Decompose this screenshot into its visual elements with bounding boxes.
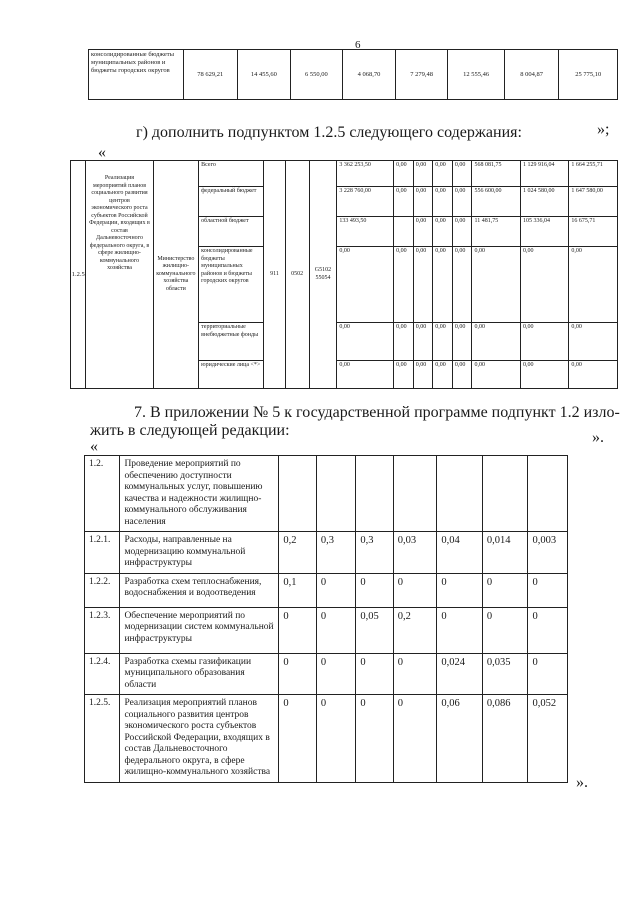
value-cell: 0,086	[482, 695, 528, 783]
value-cell: 0,00	[520, 323, 568, 361]
value-cell: 0	[356, 653, 393, 695]
paragraph-g: г) дополнить подпунктом 1.2.5 следующего содержания:	[136, 124, 522, 141]
top-table-cell: 4 068,70	[343, 50, 396, 100]
value-cell: 0,00	[413, 247, 433, 323]
value-cell: 0	[356, 573, 393, 607]
value-cell: 0,035	[482, 653, 528, 695]
value-cell: 0,00	[452, 217, 472, 247]
value-cell: 0,00	[433, 323, 453, 361]
row-label: областной бюджет	[199, 217, 264, 247]
indicators-table	[84, 455, 568, 783]
value-cell	[393, 456, 437, 532]
value-cell: 0,00	[520, 361, 568, 389]
row-label: Всего	[199, 161, 264, 187]
value-cell: 0,00	[433, 361, 453, 389]
top-table-cell: 7 279,48	[395, 50, 448, 100]
value-cell: 0,00	[394, 361, 414, 389]
closing-quote: ».	[576, 774, 588, 791]
row-text: Разработка схем теплоснабжения, водоснабжения и водоотведения	[120, 573, 279, 607]
value-cell: 0	[316, 653, 355, 695]
top-table-cell: 6 550,00	[290, 50, 343, 100]
row-label: территориальные внебюджетные фонды	[199, 323, 264, 361]
row-number: 1.2.5.	[85, 695, 120, 783]
value-cell: 0,00	[413, 323, 433, 361]
value-cell: 0,00	[472, 247, 520, 323]
value-cell: 0,00	[433, 161, 453, 187]
value-cell: 105 336,04	[520, 217, 568, 247]
closing-quote: »;	[597, 121, 610, 138]
value-cell: 0,00	[337, 323, 394, 361]
value-cell: 0,00	[433, 217, 453, 247]
value-cell: 0,00	[413, 217, 433, 247]
code-cell: 0502	[285, 161, 309, 389]
value-cell: 0	[482, 573, 528, 607]
value-cell: 0,05	[356, 607, 393, 653]
value-cell: 0	[482, 607, 528, 653]
value-cell: 0,00	[452, 323, 472, 361]
code-cell: G5102 55054	[309, 161, 337, 389]
value-cell: 0,024	[437, 653, 483, 695]
row-text: Разработка схемы газификации муниципального образования области	[120, 653, 279, 695]
closing-quote: ».	[592, 429, 604, 446]
row-number: 1.2.	[85, 456, 120, 532]
value-cell: 16 675,71	[569, 217, 618, 247]
value-cell: 0	[316, 573, 355, 607]
value-cell: 0,00	[433, 247, 453, 323]
value-cell: 133 493,50	[337, 217, 394, 247]
value-cell: 1 129 916,04	[520, 161, 568, 187]
row-label: юридические лица <*>	[199, 361, 264, 389]
value-cell: 0	[393, 695, 437, 783]
value-cell: 11 481,75	[472, 217, 520, 247]
paragraph-7-line-1: 7. В приложении № 5 к государственной программе подпункт 1.2 изло-	[134, 404, 620, 421]
row-number: 1.2.3.	[85, 607, 120, 653]
top-table-label: консолидированные бюджеты муниципальных районов и бюджеты городских округов	[89, 50, 184, 100]
top-table-cell: 8 004,87	[504, 50, 559, 100]
value-cell: 0	[528, 573, 568, 607]
row-text: Реализация мероприятий планов социального развития центров экономического роста субъектов Российской Федерации, входящих в состав Дальневосточного федерального округа, в сфере жилищно-коммунального хозяйства	[120, 695, 279, 783]
top-table-cell: 12 555,46	[448, 50, 505, 100]
top-table	[88, 49, 618, 100]
value-cell: 0,2	[279, 532, 316, 574]
value-cell: 0,00	[394, 247, 414, 323]
value-cell: 556 600,00	[472, 187, 520, 217]
value-cell: 0	[528, 607, 568, 653]
value-cell: 0,00	[452, 161, 472, 187]
value-cell: 0,00	[569, 247, 618, 323]
value-cell: 568 081,75	[472, 161, 520, 187]
value-cell: 0,00	[472, 361, 520, 389]
value-cell: 0	[356, 695, 393, 783]
value-cell: 0	[393, 573, 437, 607]
value-cell: 0,014	[482, 532, 528, 574]
value-cell: 0	[437, 607, 483, 653]
page-number: 6	[355, 39, 361, 51]
value-cell: 0,00	[337, 361, 394, 389]
row-label: федеральный бюджет	[199, 187, 264, 217]
row-label: консолидированные бюджеты муниципальных районов и бюджеты городских округов	[199, 247, 264, 323]
top-table-cell: 78 629,21	[183, 50, 238, 100]
paragraph-7-line-2: жить в следующей редакции:	[90, 422, 290, 439]
item-title: Реализация мероприятий планов социального развития центров экономического роста субъектов Российской Федерации, входящих в состав Дальневосточного федерального округа, в сфере жилищно-коммунального хозяйства	[86, 161, 153, 389]
top-table-cell: 14 455,60	[238, 50, 291, 100]
value-cell: 0,00	[452, 361, 472, 389]
value-cell: 0,052	[528, 695, 568, 783]
opening-quote: «	[90, 438, 98, 455]
value-cell: 0	[316, 695, 355, 783]
value-cell: 0,00	[520, 247, 568, 323]
value-cell: 0,00	[569, 361, 618, 389]
value-cell: 0,00	[413, 187, 433, 217]
value-cell: 3 362 253,50	[337, 161, 394, 187]
value-cell	[279, 456, 316, 532]
value-cell	[394, 217, 414, 247]
value-cell: 0,00	[452, 247, 472, 323]
value-cell: 0,00	[452, 187, 472, 217]
value-cell: 1 664 255,71	[569, 161, 618, 187]
value-cell: 0,00	[569, 323, 618, 361]
value-cell	[316, 456, 355, 532]
value-cell: 0,00	[413, 361, 433, 389]
value-cell: 0,06	[437, 695, 483, 783]
value-cell: 0,00	[472, 323, 520, 361]
value-cell: 0	[279, 695, 316, 783]
value-cell: 0,00	[394, 187, 414, 217]
row-text: Проведение мероприятий по обеспечению доступности коммунальных услуг, повышению качества и надежности жилищно-коммунального обслуживания населения	[120, 456, 279, 532]
value-cell: 3 228 760,00	[337, 187, 394, 217]
funding-table	[70, 160, 618, 389]
value-cell: 0	[393, 653, 437, 695]
value-cell: 0,03	[393, 532, 437, 574]
value-cell: 0,00	[433, 187, 453, 217]
value-cell: 0,00	[413, 161, 433, 187]
value-cell: 1 024 580,00	[520, 187, 568, 217]
value-cell: 0,00	[394, 161, 414, 187]
value-cell: 0,00	[394, 323, 414, 361]
row-number: 1.2.1.	[85, 532, 120, 574]
row-text: Обеспечение мероприятий по модернизации систем коммунальной инфраструктуры	[120, 607, 279, 653]
value-cell	[528, 456, 568, 532]
value-cell	[482, 456, 528, 532]
row-number: 1.2.2.	[85, 573, 120, 607]
value-cell: 0,3	[316, 532, 355, 574]
value-cell: 0	[528, 653, 568, 695]
value-cell: 0,1	[279, 573, 316, 607]
code-cell: 911	[264, 161, 286, 389]
item-number: 1.2.5	[71, 161, 86, 389]
value-cell: 0,2	[393, 607, 437, 653]
value-cell: 1 647 580,00	[569, 187, 618, 217]
value-cell: 0	[279, 653, 316, 695]
value-cell	[437, 456, 483, 532]
value-cell: 0,04	[437, 532, 483, 574]
value-cell: 0,00	[337, 247, 394, 323]
item-executor: Министерство жилищно-коммунального хозяйства области	[153, 161, 199, 389]
row-number: 1.2.4.	[85, 653, 120, 695]
row-text: Расходы, направленные на модернизацию коммунальной инфраструктуры	[120, 532, 279, 574]
top-table-cell: 25 775,10	[559, 50, 618, 100]
value-cell: 0,3	[356, 532, 393, 574]
opening-quote: «	[98, 144, 106, 161]
value-cell: 0	[316, 607, 355, 653]
value-cell: 0	[437, 573, 483, 607]
value-cell: 0	[279, 607, 316, 653]
value-cell: 0,003	[528, 532, 568, 574]
value-cell	[356, 456, 393, 532]
